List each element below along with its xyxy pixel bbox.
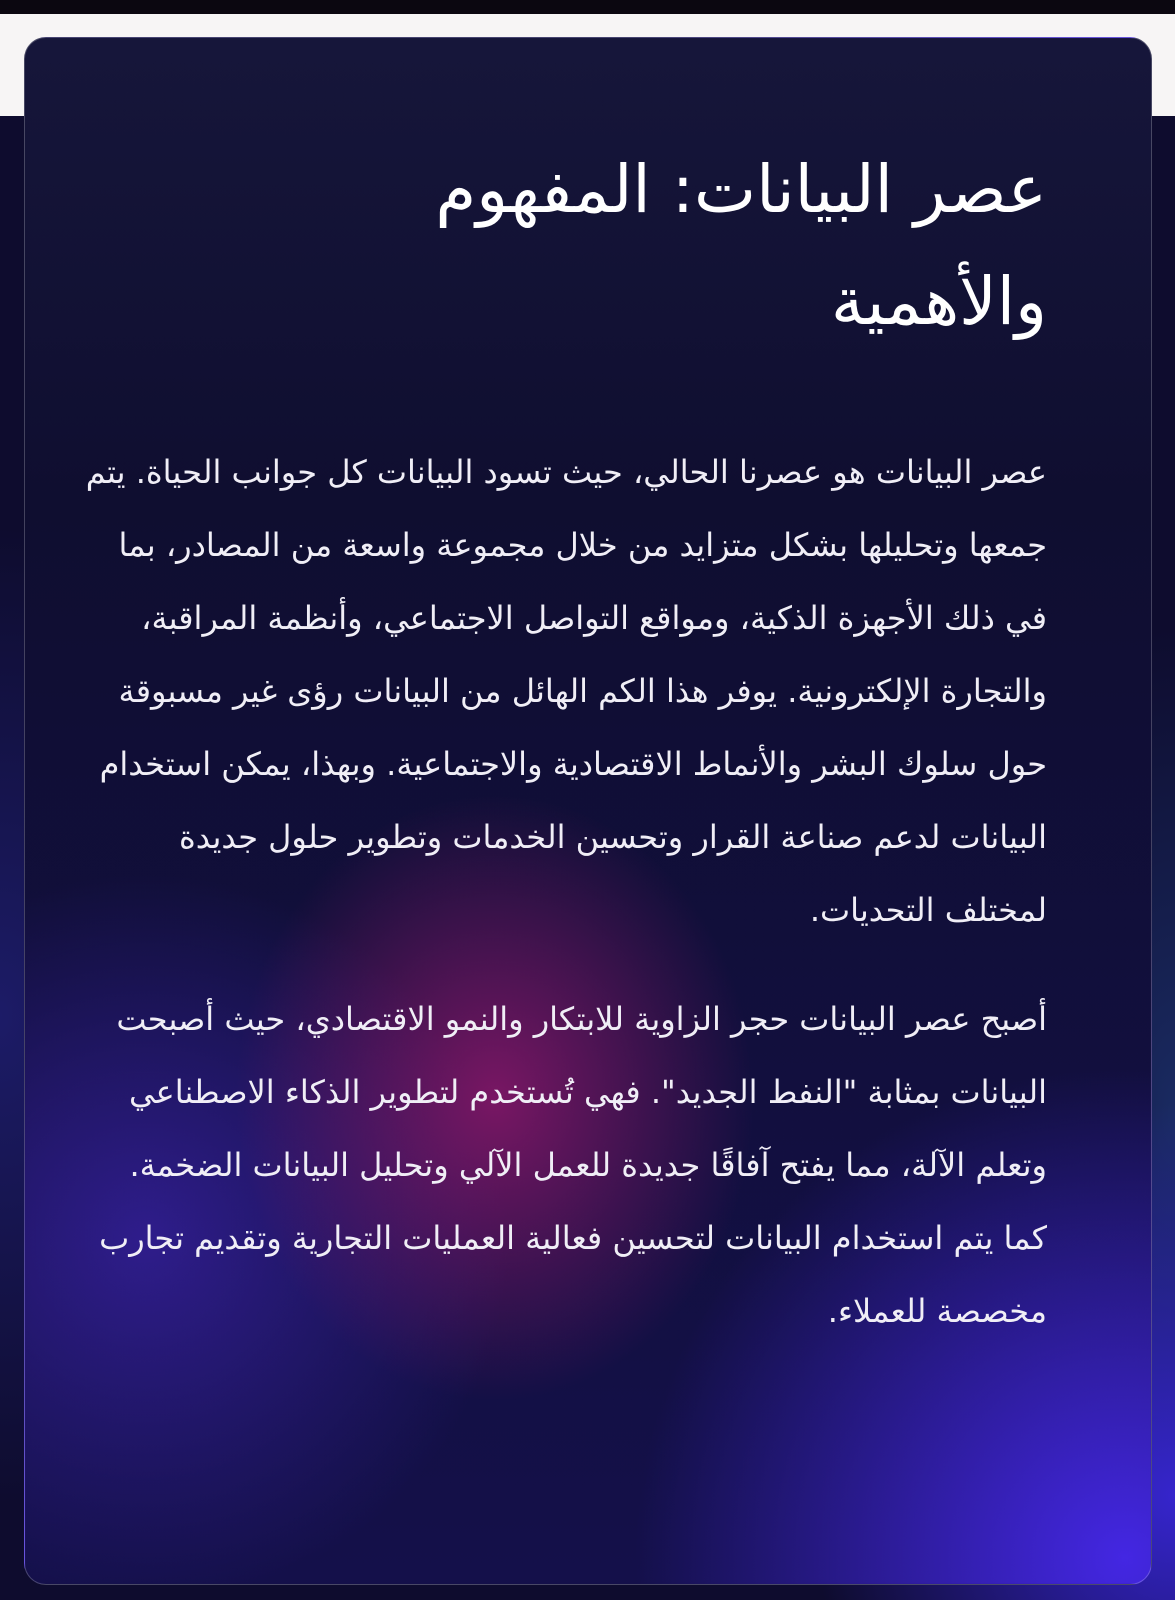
article-card bbox=[24, 37, 1152, 1585]
article-paragraph-1: عصر البيانات هو عصرنا الحالي، حيث تسود البيانات كل جوانب الحياة. يتم جمعها وتحليلها بشكل متزايد من خلال مجموعة واسعة من المصادر، بما في ذلك الأجهزة الذكية، ومواقع التواصل الاجتماعي، وأنظمة المراقبة، والتجارة الإلكترونية. يوفر هذا الكم الهائل من البيانات رؤى غير مسبوقة حول سلوك البشر والأنماط الاقتصادية والاجتماعية. وبهذا، يمكن استخدام البيانات لدعم صناعة القرار وتحسين الخدمات وتطوير حلول جديدة لمختلف التحديات. bbox=[85, 453, 1047, 929]
top-strip bbox=[0, 0, 1175, 14]
article-title: عصر البيانات: المفهوم والأهمية bbox=[435, 151, 1047, 340]
article-paragraph-2: أصبح عصر البيانات حجر الزاوية للابتكار والنمو الاقتصادي، حيث أصبحت البيانات بمثابة "النفط الجديد". فهي تُستخدم لتطوير الذكاء الاصطناعي وتعلم الآلة، مما يفتح آفاقًا جديدة للعمل الآلي وتحليل البيانات الضخمة. كما يتم استخدام البيانات لتحسين فعالية العمليات التجارية وتقديم تجارب مخصصة للعملاء. bbox=[99, 1000, 1047, 1330]
article-content bbox=[47, 134, 1047, 1348]
